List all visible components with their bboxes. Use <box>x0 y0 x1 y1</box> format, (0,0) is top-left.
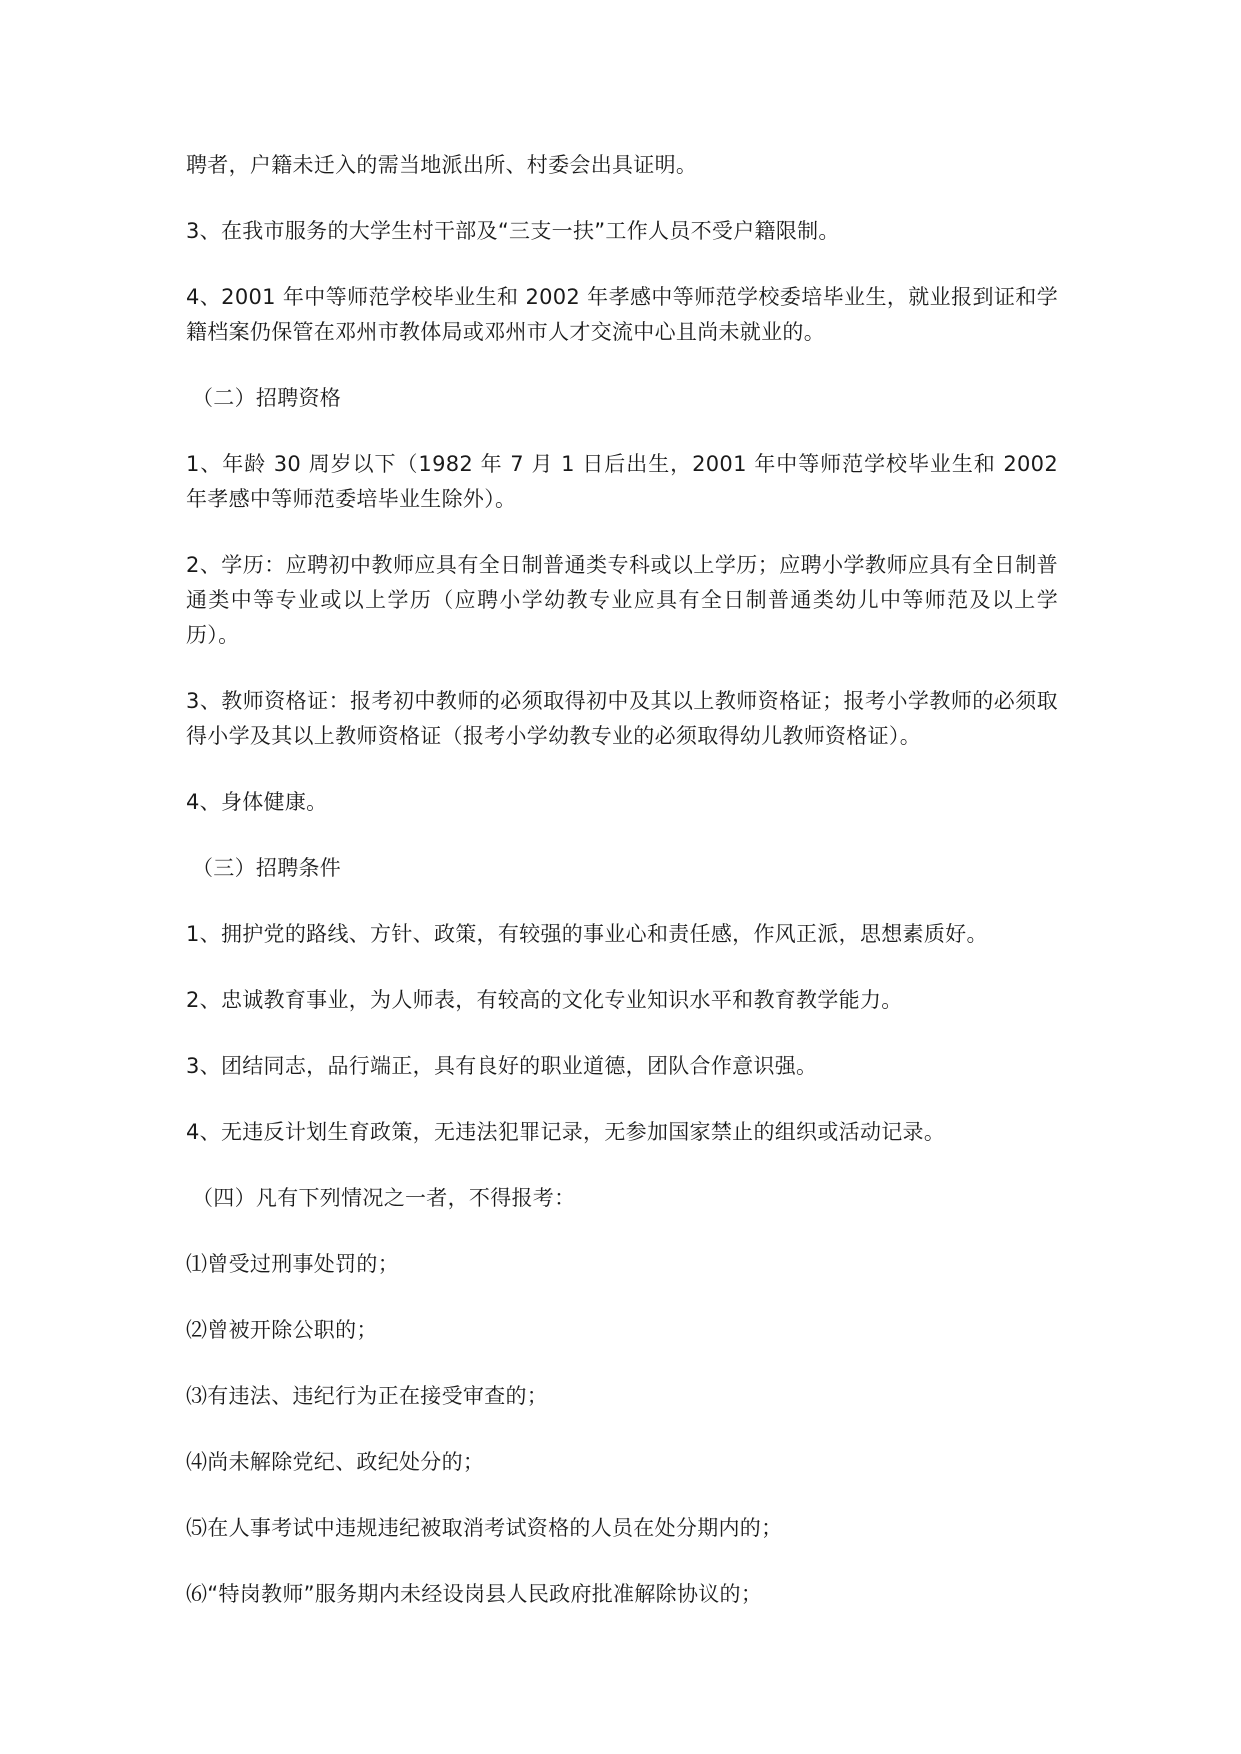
paragraph-item-3: 3、在我市服务的大学生村干部及“三支一扶”工作人员不受户籍限制。 <box>186 219 840 243</box>
condition-item-1: 1、拥护党的路线、方针、政策，有较强的事业心和责任感，作风正派，思想素质好。 <box>186 922 988 946</box>
qualification-certificate: 3、教师资格证：报考初中教师的必须取得初中及其以上教师资格证；报考小学教师的必须取得小学及其以上教师资格证（报考小学幼教专业的必须取得幼儿教师资格证）。 <box>186 689 1058 748</box>
condition-item-4: 4、无违反计划生育政策，无违法犯罪记录，无参加国家禁止的组织或活动记录。 <box>186 1120 946 1144</box>
condition-item-2: 2、忠诚教育事业，为人师表，有较高的文化专业知识水平和教育教学能力。 <box>186 988 903 1012</box>
exclusion-item-1: ⑴曾受过刑事处罚的； <box>186 1252 399 1276</box>
section-heading-exclusions: （四）凡有下列情况之一者，不得报考： <box>192 1186 576 1210</box>
qualification-age: 1、年龄 30 周岁以下（1982 年 7 月 1 日后出生，2001 年中等师范学校毕业生和 2002 年孝感中等师范委培毕业生除外）。 <box>186 452 1058 511</box>
exclusion-item-3: ⑶有违法、违纪行为正在接受审查的； <box>186 1384 549 1408</box>
section-heading-qualifications: （二）招聘资格 <box>192 386 342 410</box>
qualification-education: 2、学历：应聘初中教师应具有全日制普通类专科或以上学历；应聘小学教师应具有全日制普通类中等专业或以上学历（应聘小学幼教专业应具有全日制普通类幼儿中等师范及以上学历）。 <box>186 553 1058 647</box>
paragraph-item-4: 4、2001 年中等师范学校毕业生和 2002 年孝感中等师范学校委培毕业生，就业报到证和学籍档案仍保管在邓州市教体局或邓州市人才交流中心且尚未就业的。 <box>186 285 1058 344</box>
qualification-health: 4、身体健康。 <box>186 790 328 814</box>
document-body <box>186 148 1058 1643</box>
section-heading-conditions: （三）招聘条件 <box>192 856 342 880</box>
condition-item-3: 3、团结同志，品行端正，具有良好的职业道德，团队合作意识强。 <box>186 1054 818 1078</box>
exclusion-item-5: ⑸在人事考试中违规违纪被取消考试资格的人员在处分期内的； <box>186 1516 783 1540</box>
exclusion-item-2: ⑵曾被开除公职的； <box>186 1318 378 1342</box>
exclusion-item-4: ⑷尚未解除党纪、政纪处分的； <box>186 1450 485 1474</box>
paragraph-continuation: 聘者，户籍未迁入的需当地派出所、村委会出具证明。 <box>186 153 698 177</box>
exclusion-item-6: ⑹“特岗教师”服务期内未经设岗县人民政府批准解除协议的； <box>186 1582 763 1606</box>
